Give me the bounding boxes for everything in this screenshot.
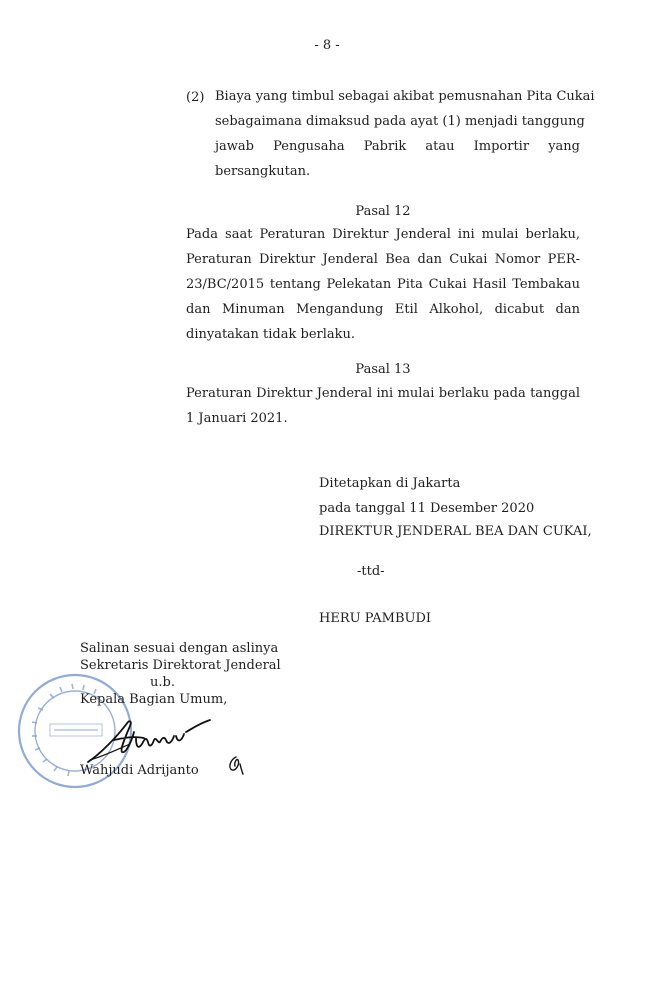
ttd-mark: -ttd-: [357, 564, 385, 579]
copy-secretary: Sekretaris Direktorat Jenderal: [80, 658, 281, 673]
copy-signer-name: Wahjudi Adrijanto: [80, 763, 199, 778]
pasal-13-heading: Pasal 13: [355, 362, 411, 377]
stipulated-place: Ditetapkan di Jakarta: [319, 476, 461, 491]
initial-mark: [226, 754, 246, 776]
pasal-12-line: Pada saat Peraturan Direktur Jenderal ini mulai berlaku,: [186, 227, 580, 242]
clause-2-line: jawab Pengusaha Pabrik atau Importir yang: [215, 139, 580, 154]
copy-position: Kepala Bagian Umum,: [80, 692, 228, 707]
pasal-13-line: Peraturan Direktur Jenderal ini mulai berlaku pada tanggal: [186, 386, 580, 401]
clause-2-line: sebagaimana dimaksud pada ayat (1) menjadi tanggung: [215, 114, 585, 129]
pasal-13-text: [186, 381, 580, 431]
clause-2-text: [215, 84, 595, 184]
signatory-office: DIREKTUR JENDERAL BEA DAN CUKAI,: [319, 524, 592, 539]
copy-ub: u.b.: [150, 675, 175, 690]
pasal-12-line: dinyatakan tidak berlaku.: [186, 327, 356, 342]
pasal-13-line: 1 Januari 2021.: [186, 411, 288, 426]
page-number: - 8 -: [314, 38, 340, 53]
pasal-12-line: dan Minuman Mengandung Etil Alkohol, dicabut dan: [186, 302, 580, 317]
pasal-12-line: Peraturan Direktur Jenderal Bea dan Cukai Nomor PER-: [186, 252, 580, 267]
pasal-12-heading: Pasal 12: [355, 204, 411, 219]
handwritten-signature: [86, 710, 216, 768]
stipulated-date: pada tanggal 11 Desember 2020: [319, 501, 535, 516]
copy-note: Salinan sesuai dengan aslinya: [80, 641, 279, 656]
clause-marker: (2): [186, 90, 205, 105]
signatory-name: HERU PAMBUDI: [319, 611, 432, 626]
clause-2-line: bersangkutan.: [215, 164, 311, 179]
clause-2-line: Biaya yang timbul sebagai akibat pemusnahan Pita Cukai: [215, 89, 595, 104]
pasal-12-line: 23/BC/2015 tentang Pelekatan Pita Cukai Hasil Tembakau: [186, 277, 580, 292]
pasal-12-text: [186, 222, 580, 347]
